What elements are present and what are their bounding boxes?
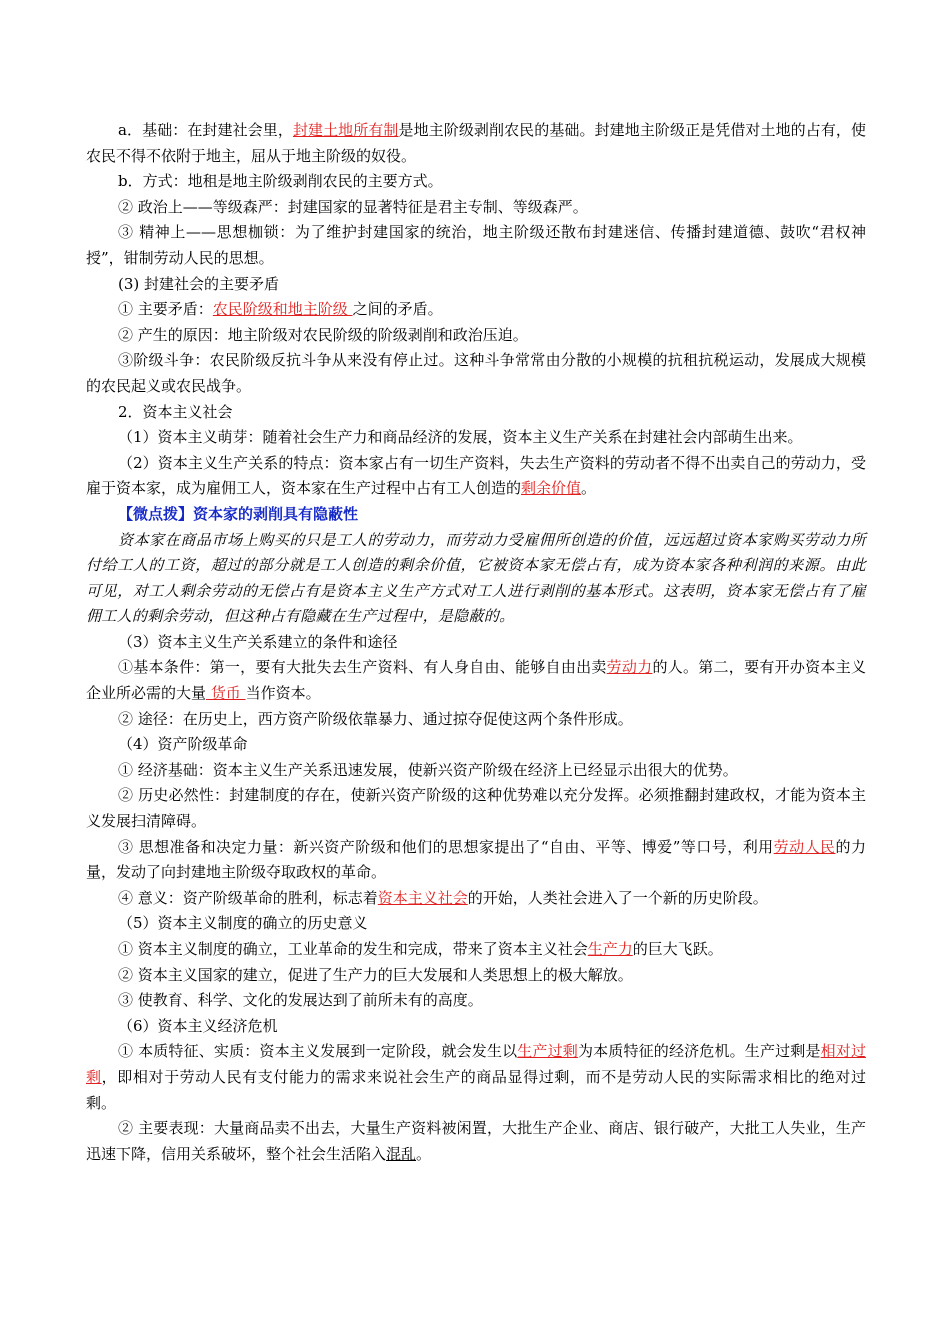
paragraph-historical-necessity: ② 历史必然性：封建制度的存在，使新兴资产阶级的这种优势难以充分发挥。必须推翻封建政权，才能为资本主义发展扫清障碍。 [86, 786, 866, 831]
fill-blank-answer: 劳动人民 [773, 837, 836, 856]
fill-blank-answer: 农民阶级和地主阶级 [212, 300, 353, 319]
heading-main-contradiction: (3) 封建社会的主要矛盾 [118, 274, 280, 293]
paragraph-basic-conditions: ①基本条件：第一，要有大批失去生产资料、有人身自由、能够自由出卖劳动力的人。第二，要有开办资本主义企业所必需的大量 货币 当作资本。 [86, 658, 866, 703]
paragraph-capitalist-sprouts: （1）资本主义萌芽：随着社会生产力和商品经济的发展，资本主义生产关系在封建社会内部萌生出来。 [118, 428, 803, 447]
paragraph-significance-3: ③ 使教育、科学、文化的发展达到了前所未有的高度。 [118, 991, 483, 1010]
paragraph-political: ② 政治上——等级森严：封建国家的显著特征是君主专制、等级森严。 [118, 197, 588, 216]
heading-capitalist-society: 2．资本主义社会 [118, 402, 233, 421]
heading-historical-significance: （5）资本主义制度的确立的历史意义 [118, 914, 368, 933]
fill-blank-answer: 相对过剩 [86, 1042, 866, 1086]
paragraph-significance-2: ② 资本主义国家的建立，促进了生产力的巨大发展和人类思想上的极大解放。 [118, 965, 633, 984]
document-page [86, 118, 866, 1167]
paragraph-production-relations: （2）资本主义生产关系的特点：资本家占有一切生产资料，失去生产资料的劳动者不得不出卖自己的劳动力，受雇于资本家，成为雇佣工人，资本家在生产过程中占有工人创造的剩余价值。 [86, 453, 866, 498]
fill-blank-answer: 剩余价值 [521, 479, 582, 498]
paragraph-main-contradiction: ① 主要矛盾：农民阶级和地主阶级 之间的矛盾。 [118, 300, 443, 319]
fill-blank-answer: 生产力 [587, 940, 633, 958]
fill-blank-answer: 混乱 [386, 1144, 417, 1163]
paragraph-spiritual: ③ 精神上——思想枷锁：为了维护封建国家的统治，地主阶级还散布封建迷信、传播封建道德、鼓吹“君权神授”，钳制劳动人民的思想。 [86, 223, 866, 267]
tip-title: 【微点拨】资本家的剥削具有隐蔽性 [118, 504, 359, 523]
paragraph-class-struggle: ③阶级斗争：农民阶级反抗斗争从来没有停止过。这种斗争常常由分散的小规模的抗租抗税运动，发展成大规模的农民起义或农民战争。 [86, 351, 866, 395]
paragraph-significance: ④ 意义：资产阶级革命的胜利，标志着资本主义社会的开始，人类社会进入了一个新的历史阶段。 [118, 888, 768, 907]
paragraph-method: b．方式：地租是地主阶级剥削农民的主要方式。 [118, 172, 443, 191]
fill-blank-answer: 生产过剩 [517, 1042, 578, 1061]
paragraph-economic-basis: ① 经济基础：资本主义生产关系迅速发展，使新兴资产阶级在经济上已经显示出很大的优势。 [118, 760, 738, 779]
tip-body: 资本家在商品市场上购买的只是工人的劳动力，而劳动力受雇佣所创造的价值，远远超过资本家购买劳动力所付给工人的工资，超过的部分就是工人创造的剩余价值，它被资本家无偿占有，成为资本家各种利润的来源。由此可见，对工人剩余劳动的无偿占有是资本主义生产方式对工人进行剥削的基本形式。这表明，资本家无偿占有了雇佣工人的剩余劳动，但这种占有隐藏在生产过程中，是隐蔽的。 [86, 530, 866, 626]
fill-blank-answer: 资本主义社会 [377, 888, 468, 907]
heading-conditions: （3）资本主义生产关系建立的条件和途径 [118, 632, 398, 651]
fill-blank-answer: 封建土地所有制 [292, 121, 399, 139]
paragraph-ideological-preparation: ③ 思想准备和决定力量：新兴资产阶级和他们的思想家提出了“自由、平等、博爱”等口号，利用劳动人民的力量，发动了向封建地主阶级夺取政权的革命。 [86, 837, 866, 882]
paragraph-cause: ② 产生的原因：地主阶级对农民阶级的阶级剥削和政治压迫。 [118, 325, 528, 344]
paragraph-route: ② 途径：在历史上，西方资产阶级依靠暴力、通过掠夺促使这两个条件形成。 [118, 709, 633, 728]
heading-economic-crisis: （6）资本主义经济危机 [118, 1016, 278, 1035]
paragraph-significance-1: ① 资本主义制度的确立，工业革命的发生和完成，带来了资本主义社会生产力的巨大飞跃。 [118, 940, 723, 958]
paragraph-crisis-manifestation: ② 主要表现：大量商品卖不出去，大量生产资料被闲置，大批生产企业、商店、银行破产，大批工人失业，生产迅速下降，信用关系破坏，整个社会生活陷入混乱。 [86, 1119, 866, 1163]
fill-blank-answer: 货币 [206, 684, 246, 703]
paragraph-crisis-essence: ① 本质特征、实质：资本主义发展到一定阶段，就会发生以生产过剩为本质特征的经济危机。生产过剩是相对过剩，即相对于劳动人民有支付能力的需求来说社会生产的商品显得过剩，而不是劳动人民的实际需求相比的绝对过剩。 [86, 1042, 866, 1112]
paragraph-basis: a．基础：在封建社会里，封建土地所有制是地主阶级剥削农民的基础。封建地主阶级正是凭借对土地的占有，使农民不得不依附于地主，屈从于地主阶级的奴役。 [86, 121, 866, 165]
fill-blank-answer: 劳动力 [606, 658, 653, 677]
heading-bourgeois-revolution: （4）资产阶级革命 [118, 735, 248, 754]
